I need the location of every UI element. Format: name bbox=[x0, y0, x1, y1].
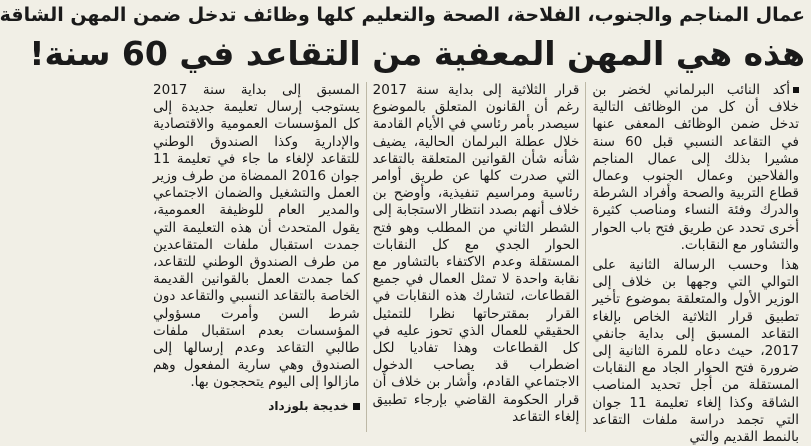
author-name: خديجة بلوزداد bbox=[268, 398, 349, 413]
article-column-2 bbox=[367, 82, 587, 432]
paragraph bbox=[592, 82, 799, 254]
article-column-1 bbox=[586, 82, 805, 446]
newspaper-page bbox=[0, 2, 811, 446]
square-bullet-icon bbox=[353, 403, 360, 410]
paragraph-text: أكد النائب البرلماني لخضر بن خلاف أن كل من الوظائف التالية تدخل ضمن الوظائف المعفى عنها في التقاعد النسبي قبل 60 سنة مشيرا بذلك إلى عمال المناجم والفلاحين وعمال الجنوب وعمال قطاع التربية والصحة وأفراد الشرطة والدرك وفئة النساء ومناصب كثيرة أخرى تحدد عن طريق فتح باب الحوار والتشاور مع النقابات. bbox=[592, 82, 799, 253]
paragraph: قرار الثلاثية إلى بداية سنة 2017 رغم أن القانون المتعلق بالموضوع سيصدر بأمر رئاسي في الأيام القادمة خلال عطلة البرلمان الحالية، يضيف شأنه شأن القوانين المتعلقة بالتقاعد التي صدرت كلها عن طريق أوامر رئاسية ومراسيم تنفيذية، وأوضح بن خلاف أنهم بصدد انتظار الاستجابة إلى الشطر الثاني من المطلب وهو فتح الحوار الجدي مع كل النقابات المستقلة وعدم الاكتفاء بالتشاور مع نقابة واحدة لا تمثل العمال في جميع القطاعات، لتشارك هذه النقابات في القرار بمقترحاتها نظرا للتمثيل الحقيقي للعمال الذي تحوز عليه في كل القطاعات وهذا تفاديا لكل اضطراب قد يصاحب الدخول الاجتماعي القادم، وأشار بن خلاف أن قرار الحكومة القاضي بإرجاء تطبيق إلغاء التقاعد bbox=[372, 82, 580, 425]
author-byline bbox=[153, 398, 360, 415]
article-kicker: عمال المناجم والجنوب، الفلاحة، الصحة والتعليم كلها وظائف تدخل ضمن المهن الشاقة bbox=[0, 4, 805, 26]
article-columns bbox=[147, 82, 805, 446]
article-column-3 bbox=[147, 82, 367, 432]
bullet-icon bbox=[793, 87, 799, 93]
paragraph: هذا وحسب الرسالة الثانية على التوالي التي وجهها بن خلاف إلى الوزير الأول والمتعلقة بموضوع تأخير تطبيق قرار الثلاثية الخاص بإلغاء التقاعد المسبق إلى بداية جانفي 2017، حيث دعاه للمرة الثانية إلى ضرورة فتح الحوار الجاد مع النقابات المستقلة من أجل تحديد المناصب الشاقة وكذا إلغاء تعليمة 11 جوان التي تجمد دراسة ملفات التقاعد بالنمط القديم والتي bbox=[592, 257, 799, 446]
article-headline: هذه هي المهن المعفية من التقاعد في 60 سنة! bbox=[29, 34, 805, 73]
paragraph: المسبق إلى بداية سنة 2017 يستوجب إرسال تعليمة جديدة إلى كل المؤسسات العمومية والاقتصادية والإدارية وكذا الصندوق الوطني للتقاعد لإلغاء ما جاء في تعليمة 11 جوان 2016 الممضاة من طرف وزير العمل والتشغيل والضمان الاجتماعي والمدير العام للوظيفة العمومية، يقول المتحدث أن هذه التعليمة التي جمدت استقبال ملفات المتقاعدين من طرف الصندوق الوطني للتقاعد، كما جمدت العمل بالقوانين القديمة الخاصة بالتقاعد النسبي والتقاعد دون شرط السن وأمرت مسؤولي المؤسسات بعدم استقبال ملفات طالبي التقاعد وعدم إرسالها إلى الصندوق وهي سارية المفعول وهم مازالوا إلى اليوم يتحججون بها. bbox=[152, 82, 360, 391]
